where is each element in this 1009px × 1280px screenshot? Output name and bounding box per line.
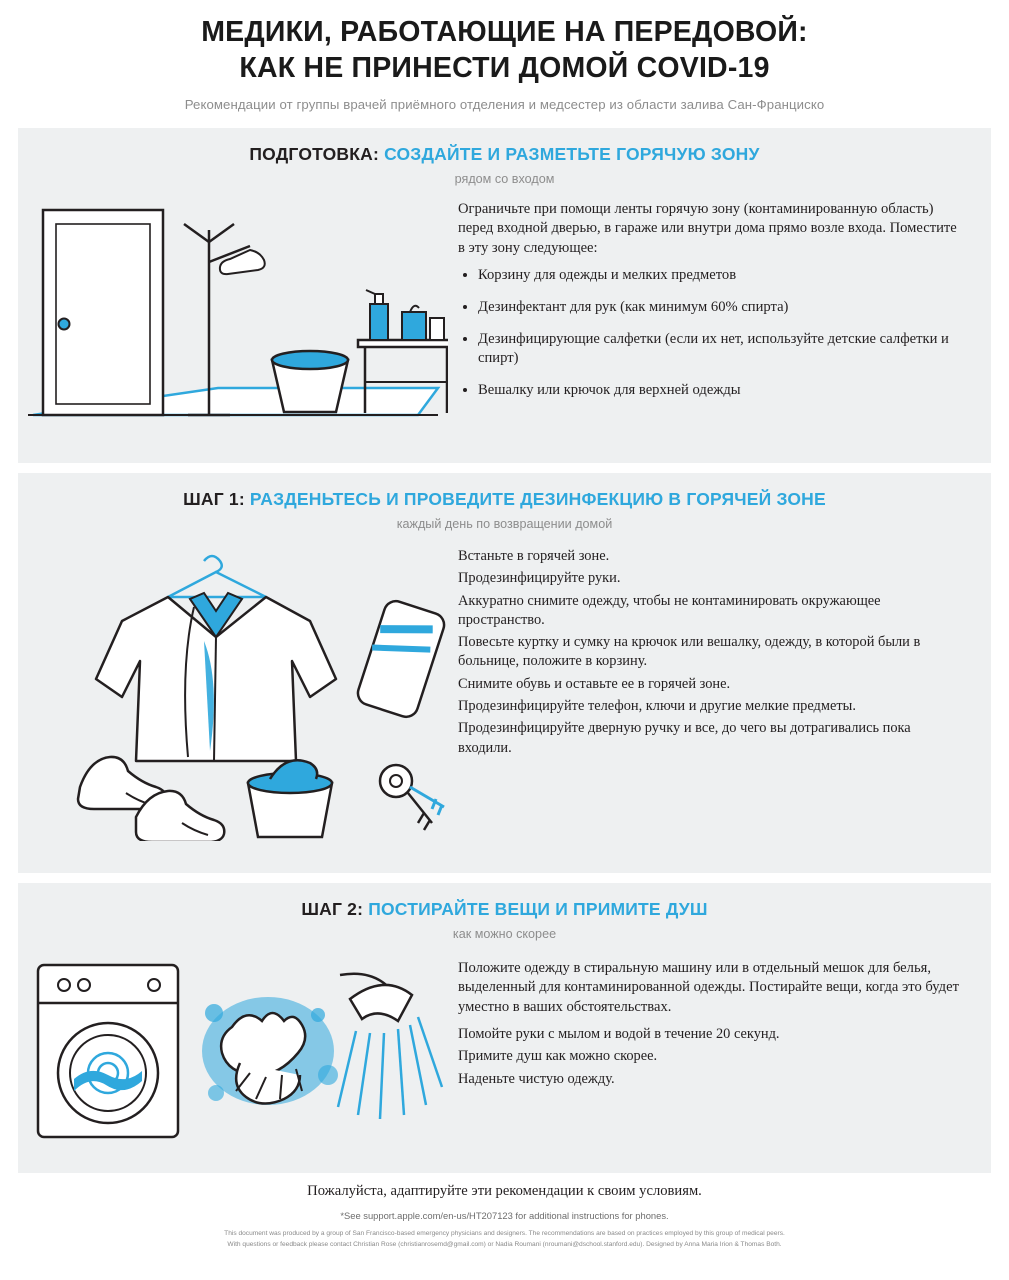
list-item: • Дезинфектант для рук (как минимум 60% спирта): [478, 298, 967, 317]
section-step-1: [18, 473, 991, 873]
list-item: • Корзину для одежды и мелких предметов: [478, 266, 967, 285]
section-preparation: [18, 128, 991, 463]
step-1-line: Встаньте в горячей зоне.: [458, 547, 610, 564]
step-2-line-list: [458, 1025, 967, 1089]
step-1-line: Аккуратно снимите одежду, чтобы не контаминировать окружающее пространство.: [458, 592, 881, 628]
step-2-paragraph: Положите одежду в стиральную машину или в отдельный мешок для белья, выделенный для контаминированной одежды. Постирайте вещи, когда это будет уместно в ваших обстоятельствах.: [458, 959, 959, 1015]
step-2-illustration: [18, 955, 458, 1155]
preparation-bullet-list: [458, 266, 967, 400]
page-title-line-1: МЕДИКИ, РАБОТАЮЩИЕ НА ПЕРЕДОВОЙ:: [201, 16, 808, 48]
list-item: • Вешалку или крючок для верхней одежды: [478, 381, 967, 400]
page-title-line-2: КАК НЕ ПРИНЕСТИ ДОМОЙ COVID-19: [239, 52, 770, 85]
step-2-line: Примите душ как можно скорее.: [458, 1048, 658, 1065]
step-2-line: Помойте руки с мылом и водой в течение 20 секунд.: [458, 1026, 780, 1043]
section-step-2: [18, 883, 991, 1173]
step-1-subtitle: каждый день по возвращении домой: [396, 516, 613, 531]
footer-apple-note: *See support.apple.com/en-us/HT207123 for additional instructions for phones.: [340, 1209, 669, 1221]
step-1-label: ШАГ 1:: [183, 488, 245, 509]
preparation-label: ПОДГОТОВКА:: [249, 143, 379, 164]
page-header: [0, 0, 1009, 112]
footer-credit-line-2: With questions or feedback please contact Christian Rose (christianrosemd@gmail.com) or Nadia Roumani (nroumani@dschool.stanford.edu). Designed by Anna Maria Irion & Thomas Both.: [227, 1241, 782, 1249]
page-footer: [0, 1183, 1009, 1250]
preparation-subtitle: рядом со входом: [454, 171, 555, 186]
step-1-illustration: [18, 541, 458, 841]
preparation-paragraph: Ограничьте при помощи ленты горячую зону (контаминированную область) перед входной дверью, в гараже или внутри дома прямо возле входа. Поместите в эту зону следующее:: [458, 200, 957, 256]
page-subtitle: Рекомендации от группы врачей приёмного отделения и медсестер из области залива Сан-Франциско: [184, 96, 825, 112]
step-1-line: Продезинфицируйте телефон, ключи и другие мелкие предметы.: [458, 698, 856, 715]
step-2-line: Наденьте чистую одежду.: [458, 1070, 615, 1087]
step-1-text: [458, 541, 991, 761]
preparation-title: СОЗДАЙТЕ И РАЗМЕТЬТЕ ГОРЯЧУЮ ЗОНУ: [384, 143, 760, 164]
preparation-heading: [18, 128, 991, 165]
step-1-heading: [18, 473, 991, 510]
footer-credit-line-1: This document was produced by a group of San Francisco-based emergency physicians and designers. The recommendations are based on practices employed by this group of medical peers.: [224, 1229, 785, 1237]
preparation-text: [458, 200, 991, 413]
step-2-heading: [18, 883, 991, 920]
preparation-illustration: [18, 200, 458, 440]
step-2-subtitle: как можно скорее: [452, 926, 557, 941]
step-2-text: [458, 955, 991, 1092]
list-item: • Дезинфицирующие салфетки (если их нет, используйте детские салфетки и спирт): [478, 330, 967, 368]
step-1-line: Снимите обувь и оставьте ее в горячей зоне.: [458, 675, 731, 692]
step-2-title: ПОСТИРАЙТЕ ВЕЩИ И ПРИМИТЕ ДУШ: [368, 898, 708, 919]
step-1-title: РАЗДЕНЬТЕСЬ И ПРОВЕДИТЕ ДЕЗИНФЕКЦИЮ В ГОРЯЧЕЙ ЗОНЕ: [249, 488, 826, 509]
step-1-line: Продезинфицируйте руки.: [458, 570, 621, 587]
step-1-line: Повесьте куртку и сумку на крючок или вешалку, одежду, в которой были в больнице, положите в корзину.: [458, 634, 921, 670]
step-1-line: Продезинфицируйте дверную ручку и все, до чего вы дотрагивались пока входили.: [458, 720, 911, 756]
step-2-label: ШАГ 2:: [301, 898, 364, 919]
footer-note: Пожалуйста, адаптируйте эти рекомендации к своим условиям.: [307, 1182, 702, 1199]
